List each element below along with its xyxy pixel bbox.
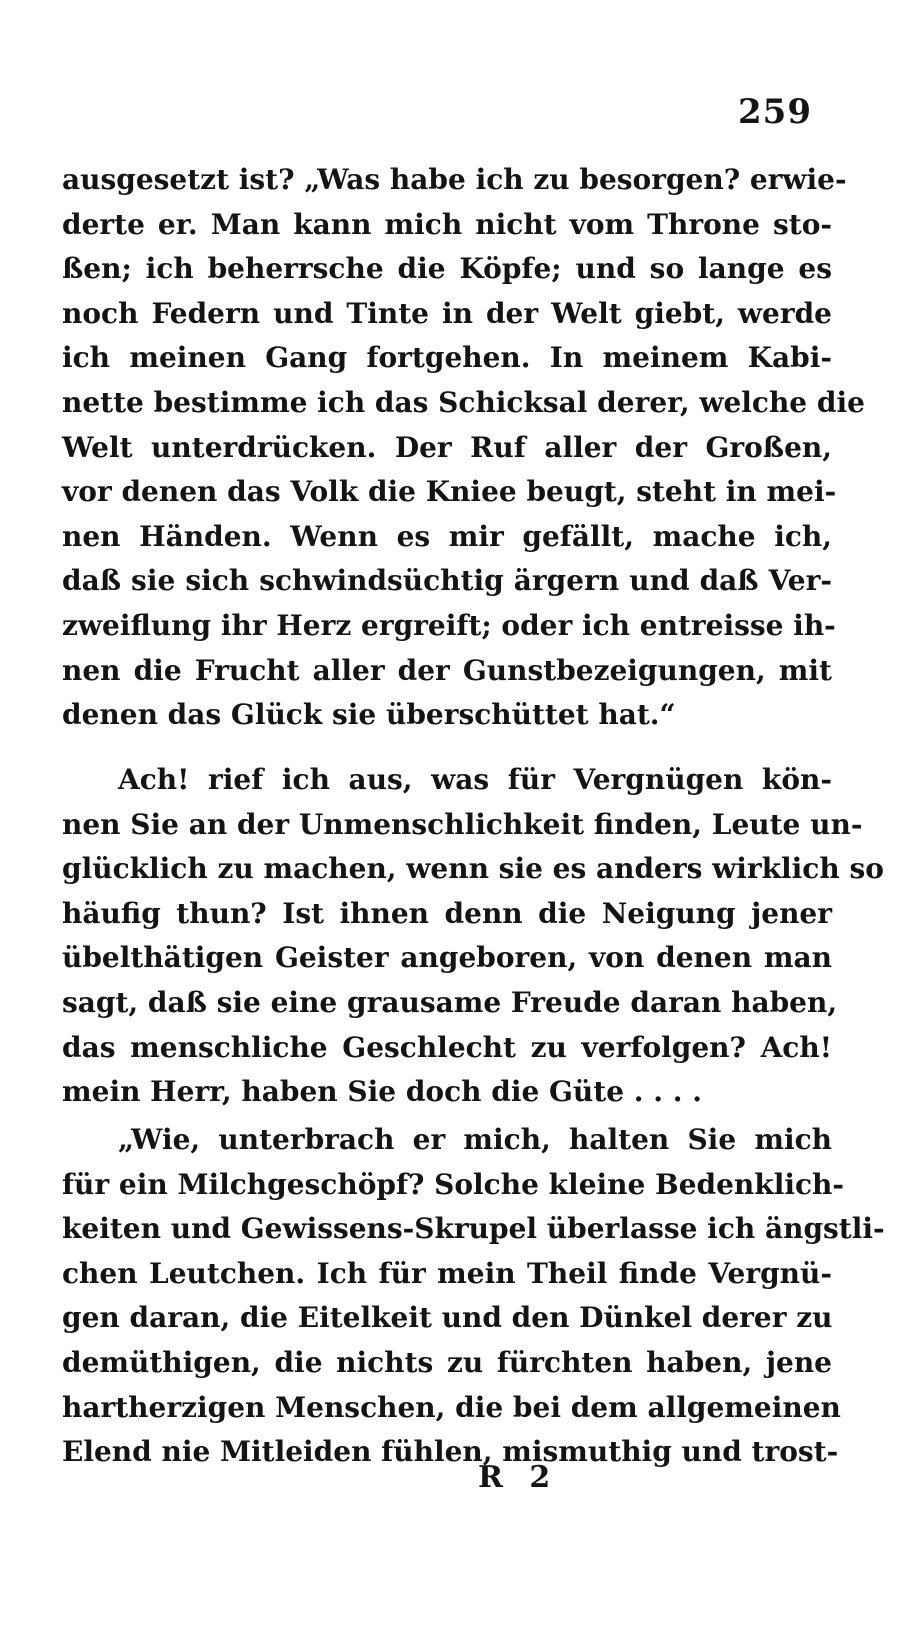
text-line: noch Federn und Tinte in der Welt giebt, werde bbox=[62, 296, 832, 330]
text-line: daß sie sich schwindsüchtig ärgern und daß Ver- bbox=[62, 564, 832, 598]
text-line: nette bestimme ich das Schicksal derer, welche die bbox=[62, 385, 865, 419]
text-line: das menschliche Geschlecht zu verfolgen? Ach! bbox=[62, 1030, 832, 1064]
paragraph-3 bbox=[62, 1118, 885, 1475]
text-line: gen daran, die Eitelkeit und den Dünkel derer zu bbox=[62, 1301, 833, 1335]
text-line: hartherzigen Menschen, die bei dem allgemeinen bbox=[62, 1390, 841, 1424]
text-line: ausgesetzt ist? „Was habe ich zu besorgen? erwie- bbox=[62, 163, 847, 196]
text-line: zweiflung ihr Herz ergreift; oder ich entreisse ih- bbox=[62, 608, 836, 642]
text-line: sagt, daß sie eine grausame Freude daran haben, bbox=[62, 985, 838, 1019]
text-line: Elend nie Mitleiden fühlen, mismuthig und trost- bbox=[62, 1435, 839, 1469]
text-line: nen die Frucht aller der Gunstbezeigungen, mit bbox=[62, 653, 832, 687]
text-line: „Wie, unterbrach er mich, halten Sie mich bbox=[118, 1123, 832, 1156]
text-line: chen Leutchen. Ich für mein Theil finde Vergnü- bbox=[62, 1256, 832, 1290]
text-line: für ein Milchgeschöpf? Solche kleine Bedenklich- bbox=[62, 1167, 844, 1201]
page-number: 259 bbox=[738, 92, 812, 132]
text-line: keiten und Gewissens-Skrupel überlasse ich ängstli- bbox=[62, 1212, 885, 1246]
text-line: nen Sie an der Unmenschlichkeit finden, Leute un- bbox=[62, 807, 863, 841]
text-line: häufig thun? Ist ihnen denn die Neigung jener bbox=[62, 896, 832, 930]
paragraph-1 bbox=[62, 158, 865, 738]
text-line: denen das Glück sie überschüttet hat.“ bbox=[62, 698, 676, 732]
paragraph-2 bbox=[62, 758, 884, 1115]
printer-signature-mark: R 2 bbox=[478, 1460, 559, 1495]
text-line: Welt unterdrücken. Der Ruf aller der Großen, bbox=[62, 430, 832, 464]
text-line: mein Herr, haben Sie doch die Güte . . . . bbox=[62, 1075, 703, 1109]
text-line: vor denen das Volk die Kniee beugt, steht in mei- bbox=[62, 475, 837, 509]
text-line: ich meinen Gang fortgehen. In meinem Kabi- bbox=[62, 341, 832, 375]
text-line: übelthätigen Geister angeboren, von denen man bbox=[62, 941, 832, 975]
text-line: nen Händen. Wenn es mir gefällt, mache ich, bbox=[62, 519, 832, 553]
text-line: derte er. Man kann mich nicht vom Throne sto- bbox=[62, 207, 832, 241]
text-line: demüthigen, die nichts zu fürchten haben, jene bbox=[62, 1345, 832, 1379]
text-line: glücklich zu machen, wenn sie es anders wirklich so bbox=[62, 852, 884, 886]
text-line: ßen; ich beherrsche die Köpfe; und so lange es bbox=[62, 252, 832, 286]
text-line: Ach! rief ich aus, was für Vergnügen kön- bbox=[118, 763, 832, 796]
